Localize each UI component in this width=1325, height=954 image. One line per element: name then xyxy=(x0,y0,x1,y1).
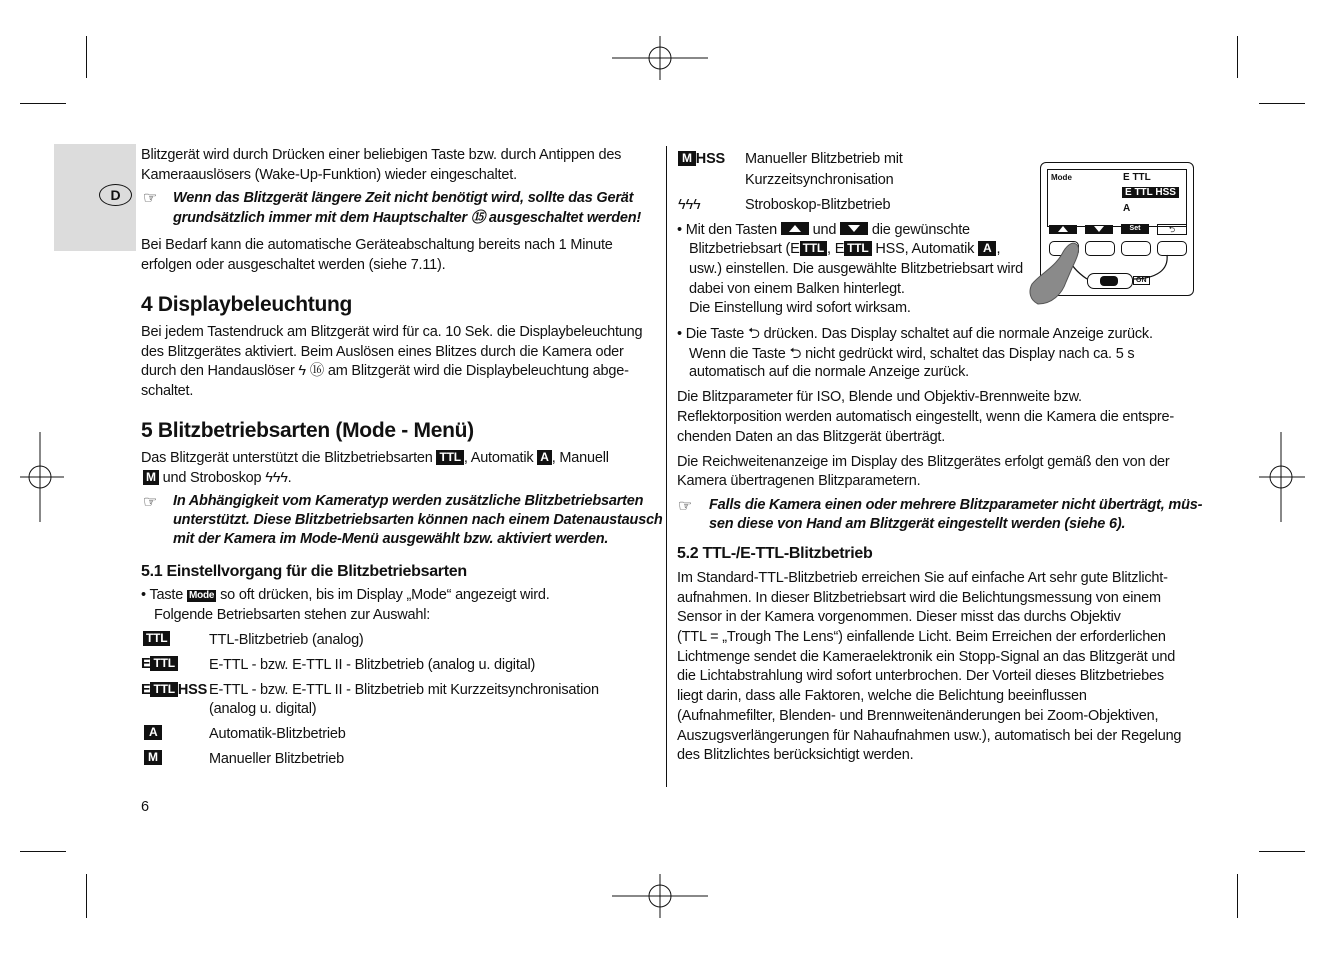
note-line: Falls die Kamera einen oder mehrere Blitzparameter nicht überträgt, müs- xyxy=(709,497,1203,513)
text-fragment: die gewünschte xyxy=(871,222,970,238)
section-heading: 4 Displaybeleuchtung xyxy=(141,293,353,316)
text-fragment: , E xyxy=(827,241,845,257)
strobe-symbol: ϟϟϟ xyxy=(678,197,701,213)
mode-description: Automatik-Blitzbetrieb xyxy=(209,726,346,742)
paragraph-line: die Lichtabstrahlung wird sofort unterbrochen. Der Vorteil dieses Blitzbetriebes xyxy=(677,668,1164,684)
text-fragment: • Die Taste xyxy=(677,326,745,342)
subsection-heading: 5.1 Einstellvorgang für die Blitzbetriebsarten xyxy=(141,563,467,580)
paragraph-line: Die Blitzparameter für ISO, Blende und Objektiv-Brennweite bzw. xyxy=(677,389,1082,405)
return-key-icon: ⮌ xyxy=(789,345,802,362)
intro-line: Kameraauslösers (Wake-Up-Funktion) wieder eingeschaltet. xyxy=(141,167,517,183)
paragraph-line: (TTL = „Trough The Lens“) einfallende Licht. Beim Erreichen der erforderlichen xyxy=(677,629,1166,645)
paragraph-line: Sensor in der Kamera vorgenommen. Dieser misst das durchs Objektiv xyxy=(677,609,1121,625)
bullet-line: automatisch auf die normale Anzeige zurück. xyxy=(689,364,969,380)
subsection-heading: 5.2 TTL-/E-TTL-Blitzbetrieb xyxy=(677,545,873,562)
paragraph-line: liegt darin, dass alle Faktoren, welche die Belichtung beeinflussen xyxy=(677,688,1087,704)
page-number: 6 xyxy=(141,799,149,815)
return-key-icon: ⮌ xyxy=(1157,224,1187,235)
text-fragment: HSS, Automatik xyxy=(875,241,975,257)
paragraph-line: durch den Handauslöser ϟ ⑯ am Blitzgerät wird die Displaybeleuchtung abge- xyxy=(141,363,629,379)
paragraph-line: Lichtmenge sendet die Kameraelektronik ein Stopp-Signal an das Blitzgerät und xyxy=(677,649,1176,665)
mode-key-badge: Mode xyxy=(188,590,215,601)
paragraph-line: schaltet. xyxy=(141,383,194,399)
text-fragment: , xyxy=(996,241,1001,257)
paragraph-line: Im Standard-TTL-Blitzbetrieb erreichen Sie auf einfache Art sehr gute Blitzlicht- xyxy=(677,570,1168,586)
mode-description: Stroboskop-Blitzbetrieb xyxy=(745,197,891,213)
paragraph-line xyxy=(141,449,609,469)
crop-mark xyxy=(1237,36,1238,78)
a-badge: A xyxy=(978,241,996,256)
arrow-down-key-icon xyxy=(840,222,868,235)
mode-description: Manueller Blitzbetrieb xyxy=(209,751,345,767)
m-badge: M xyxy=(143,470,159,485)
bullet-line xyxy=(677,221,970,241)
hand-pointer-icon: ☞ xyxy=(143,494,158,511)
mode-symbol xyxy=(141,681,207,701)
hss-label: HSS xyxy=(695,151,726,167)
mode-symbol xyxy=(141,655,178,675)
mode-description: (analog u. digital) xyxy=(209,701,317,717)
registration-mark xyxy=(612,874,708,918)
ttl-badge: TTL xyxy=(150,656,177,671)
intro-line: Blitzgerät wird durch Drücken einer beliebigen Taste bzw. durch Antippen des xyxy=(141,147,622,163)
lcd-mode-label: Mode xyxy=(1051,173,1072,182)
registration-mark xyxy=(20,432,64,522)
a-badge: A xyxy=(537,450,551,465)
bullet-line xyxy=(141,586,550,606)
bullet-line: dabei von einem Balken hinterlegt. xyxy=(689,281,905,297)
mode-description: Kurzzeitsynchronisation xyxy=(745,172,894,188)
text-fragment: , Manuell xyxy=(551,450,609,466)
text-fragment: und xyxy=(812,222,837,238)
text-fragment: • Taste xyxy=(141,587,184,603)
text-fragment: Das Blitzgerät unterstützt die Blitzbetriebsarten xyxy=(141,450,433,466)
ttl-badge: TTL xyxy=(800,241,827,256)
paragraph-line: Die Reichweitenanzeige im Display des Blitzgerätes erfolgt gemäß den von der xyxy=(677,454,1170,470)
mode-description: Manueller Blitzbetrieb mit xyxy=(745,151,903,167)
e-letter: E xyxy=(141,682,151,698)
crop-mark xyxy=(1259,103,1305,104)
ttl-badge: TTL xyxy=(436,450,463,465)
paragraph-line: Reflektorposition werden automatisch eingestellt, wenn die Kamera die entspre- xyxy=(677,409,1175,425)
return-key-icon: ⮌ xyxy=(747,325,760,342)
on-label: ON xyxy=(1133,276,1150,285)
crop-mark xyxy=(86,874,87,918)
mode-description: E-TTL - bzw. E-TTL II - Blitzbetrieb (analog u. digital) xyxy=(209,657,536,673)
lcd-item: E TTL xyxy=(1123,172,1151,183)
a-badge: A xyxy=(144,725,162,740)
m-badge: M xyxy=(144,750,162,765)
mode-symbol xyxy=(143,630,170,650)
paragraph-line: aufnahmen. In dieser Blitzbetriebsart wird die Belichtungsmessung von einem xyxy=(677,590,1161,606)
bullet-line xyxy=(677,324,1153,345)
note-line: mit der Kamera im Mode-Menü ausgewählt bzw. aktiviert werden. xyxy=(173,531,609,547)
text-fragment: • Mit den Tasten xyxy=(677,222,777,238)
bullet-line: Die Einstellung wird sofort wirksam. xyxy=(689,300,911,316)
mode-symbol xyxy=(144,749,162,769)
paragraph-line: chenden Daten an das Blitzgerät überträgt. xyxy=(677,429,946,445)
set-key-label: Set xyxy=(1121,224,1149,234)
bullet-line xyxy=(689,344,1134,365)
mode-description: E-TTL - bzw. E-TTL II - Blitzbetrieb mit Kurzzeitsynchronisation xyxy=(209,682,599,698)
text-fragment: , Automatik xyxy=(463,450,534,466)
mode-symbol xyxy=(144,724,162,744)
crop-mark xyxy=(20,851,66,852)
paragraph-line: (Aufnahmefilter, Blenden- und Brennweitenänderungen bei Zoom-Objektiven, xyxy=(677,708,1159,724)
arrow-up-key-icon xyxy=(781,222,809,235)
paragraph-line: des Blitzlichtes berücksichtigt werden. xyxy=(677,747,914,763)
ttl-badge: TTL xyxy=(143,631,170,646)
column-divider xyxy=(666,146,667,787)
ttl-badge: TTL xyxy=(150,682,177,697)
paragraph-line: erfolgen oder ausgeschaltet werden (siehe 7.11). xyxy=(141,257,446,273)
paragraph-line: Kamera übertragenen Blitzparametern. xyxy=(677,473,921,489)
text-fragment: drücken. Das Display schaltet auf die normale Anzeige zurück. xyxy=(763,326,1153,342)
text-fragment: nicht gedrückt wird, schaltet das Display nach ca. 5 s xyxy=(805,346,1135,362)
lcd-item: A xyxy=(1123,203,1131,214)
crop-mark xyxy=(1259,851,1305,852)
registration-mark xyxy=(1259,432,1305,522)
text-fragment: so oft drücken, bis im Display „Mode“ angezeigt wird. xyxy=(220,587,550,603)
hss-label: HSS xyxy=(177,682,208,698)
section-heading: 5 Blitzbetriebsarten (Mode - Menü) xyxy=(141,419,474,442)
finger-icon xyxy=(1026,238,1084,308)
note-line: sen diese von Hand am Blitzgerät eingestellt werden (siehe 6). xyxy=(709,516,1126,532)
crop-mark xyxy=(20,103,66,104)
paragraph-line xyxy=(143,469,292,489)
hand-pointer-icon: ☞ xyxy=(143,190,158,207)
registration-mark xyxy=(612,36,708,80)
paragraph-line: des Blitzgerätes aktiviert. Beim Auslösen eines Blitzes durch die Kamera oder xyxy=(141,344,624,360)
paragraph-line: Auszugsverlängerungen für Nahaufnahmen usw.), automatisch bei der Regelung xyxy=(677,728,1182,744)
text-fragment: und Stroboskop ϟϟϟ. xyxy=(162,470,292,486)
text-fragment: Blitzbetriebsart (E xyxy=(689,241,800,257)
paragraph-line: Bei Bedarf kann die automatische Geräteabschaltung bereits nach 1 Minute xyxy=(141,237,613,253)
m-badge: M xyxy=(678,151,696,166)
e-letter: E xyxy=(141,656,151,672)
note-line: grundsätzlich immer mit dem Hauptschalter ⑮ ausgeschaltet werden! xyxy=(173,210,642,226)
crop-mark xyxy=(86,36,87,78)
lcd-item-selected: E TTL HSS xyxy=(1122,187,1179,198)
text-fragment: Wenn die Taste xyxy=(689,346,786,362)
bullet-line: usw.) einstellen. Die ausgewählte Blitzbetriebsart wird xyxy=(689,261,1023,277)
note-line: unterstützt. Diese Blitzbetriebsarten können nach einem Datenaustausch xyxy=(173,512,663,528)
hand-pointer-icon: ☞ xyxy=(678,498,693,515)
language-tab-label: D xyxy=(99,184,132,206)
note-line: In Abhängigkeit vom Kameratyp werden zusätzliche Blitzbetriebsarten xyxy=(173,493,644,509)
bullet-line: Folgende Betriebsarten stehen zur Auswahl: xyxy=(154,607,431,623)
crop-mark xyxy=(1237,874,1238,918)
note-line: Wenn das Blitzgerät längere Zeit nicht benötigt wird, sollte das Gerät xyxy=(173,190,634,206)
mode-description: TTL-Blitzbetrieb (analog) xyxy=(209,632,364,648)
paragraph-line: Bei jedem Tastendruck am Blitzgerät wird für ca. 10 Sek. die Displaybeleuchtung xyxy=(141,324,643,340)
ttl-badge: TTL xyxy=(844,241,871,256)
bullet-line xyxy=(689,240,1000,260)
mode-symbol xyxy=(678,150,725,170)
